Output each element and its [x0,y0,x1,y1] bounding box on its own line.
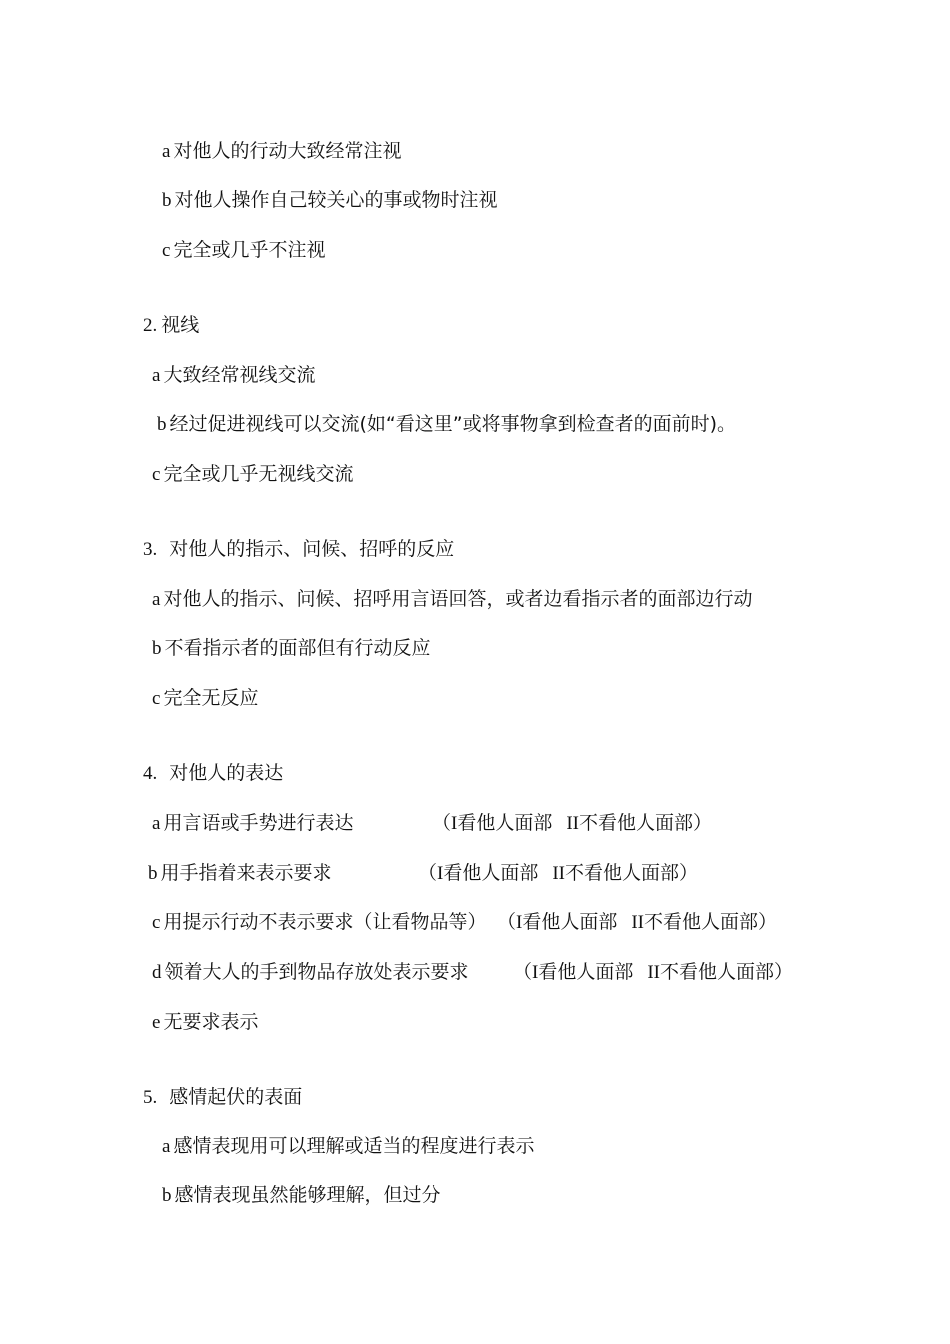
q2-option-a [152,363,315,388]
choice-two-mark: II [647,962,661,983]
option-text: 完全或几乎无视线交流 [163,463,354,485]
choice-open: （ [497,911,517,933]
choice-one-mark: I [437,863,444,884]
q5-option-a [162,1134,534,1159]
option-mark: c [152,464,161,485]
option-text: 用手指着来表示要求 [160,862,332,884]
choice-one-mark: I [516,912,523,933]
q5-option-b [162,1183,441,1208]
q1-option-c [162,238,325,263]
question-title: 感情起伏的表面 [169,1086,303,1108]
option-mark: c [162,240,171,261]
question-number: 2. [143,315,158,336]
q4-option-d [152,960,469,985]
option-mark: e [152,1012,161,1033]
option-text: 不看指示者的面部但有行动反应 [164,637,431,659]
choice-two-text: 不看他人面部 [565,862,680,884]
choice-close: ） [679,862,699,884]
q4-option-c-choice [497,910,777,935]
option-text: 感情表现虽然能够理解，但过分 [174,1184,441,1206]
question-title: 对他人的指示、问候、招呼的反应 [169,538,455,560]
option-mark: d [152,962,162,983]
option-mark: b [162,1185,172,1206]
option-mark: c [152,688,161,709]
option-mark: b [162,190,172,211]
q3-heading [143,537,454,562]
q4-option-c [152,910,486,935]
option-text: 完全无反应 [163,687,259,709]
q4-option-a [152,811,353,836]
choice-two-mark: II [552,863,566,884]
option-text: 对他人操作自己较关心的事或物时注视 [174,189,498,211]
q3-option-a [152,587,752,612]
option-mark: a [162,141,171,162]
choice-one-text: 看他人面部 [457,812,553,834]
option-text: 完全或几乎不注视 [173,239,326,261]
choice-open: （ [432,812,452,834]
choice-open: （ [418,862,438,884]
q4-option-e [152,1010,258,1035]
choice-one-mark: I [532,962,539,983]
choice-close: ） [758,911,778,933]
question-title: 对他人的表达 [169,762,284,784]
option-text: 用提示行动不表示要求（让看物品等） [163,911,487,933]
q5-heading [143,1085,302,1110]
option-text: 经过促进视线可以交流(如“看这里”或将事物拿到检查者的面前时)。 [169,413,737,435]
choice-close: ） [774,961,794,983]
option-mark: a [152,365,161,386]
choice-open: （ [513,961,533,983]
choice-two-text: 不看他人面部 [644,911,759,933]
option-text: 领着大人的手到物品存放处表示要求 [164,961,469,983]
choice-close: ） [693,812,713,834]
q4-heading [143,761,283,786]
q1-option-b [162,188,498,213]
question-number: 4. [143,763,158,784]
option-text: 感情表现用可以理解或适当的程度进行表示 [173,1135,535,1157]
q3-option-c [152,686,258,711]
choice-two-text: 不看他人面部 [579,812,694,834]
option-mark: a [152,813,161,834]
q2-option-c [152,462,353,487]
q2-heading [143,313,199,338]
option-mark: b [148,863,158,884]
option-mark: c [152,912,161,933]
q3-option-b [152,636,431,661]
option-mark: b [157,414,167,435]
choice-two-text: 不看他人面部 [660,961,775,983]
q2-option-b [157,412,736,437]
option-mark: a [162,1136,171,1157]
choice-two-mark: II [566,813,580,834]
option-text: 用言语或手势进行表达 [163,812,354,834]
choice-one-text: 看他人面部 [522,911,618,933]
q4-option-b [148,861,332,886]
q1-option-a [162,139,401,164]
option-mark: a [152,589,161,610]
choice-one-text: 看他人面部 [538,961,634,983]
option-mark: b [152,638,162,659]
question-number: 3. [143,539,158,560]
option-text: 无要求表示 [163,1011,259,1033]
option-text: 对他人的指示、问候、招呼用言语回答，或者边看指示者的面部边行动 [163,588,753,610]
q4-option-b-choice [418,861,698,886]
question-number: 5. [143,1087,158,1108]
choice-two-mark: II [631,912,645,933]
choice-one-mark: I [451,813,458,834]
option-text: 对他人的行动大致经常注视 [173,140,402,162]
choice-one-text: 看他人面部 [443,862,539,884]
q4-option-d-choice [513,960,793,985]
q4-option-a-choice [432,811,712,836]
question-title: 视线 [161,314,200,336]
option-text: 大致经常视线交流 [163,364,316,386]
